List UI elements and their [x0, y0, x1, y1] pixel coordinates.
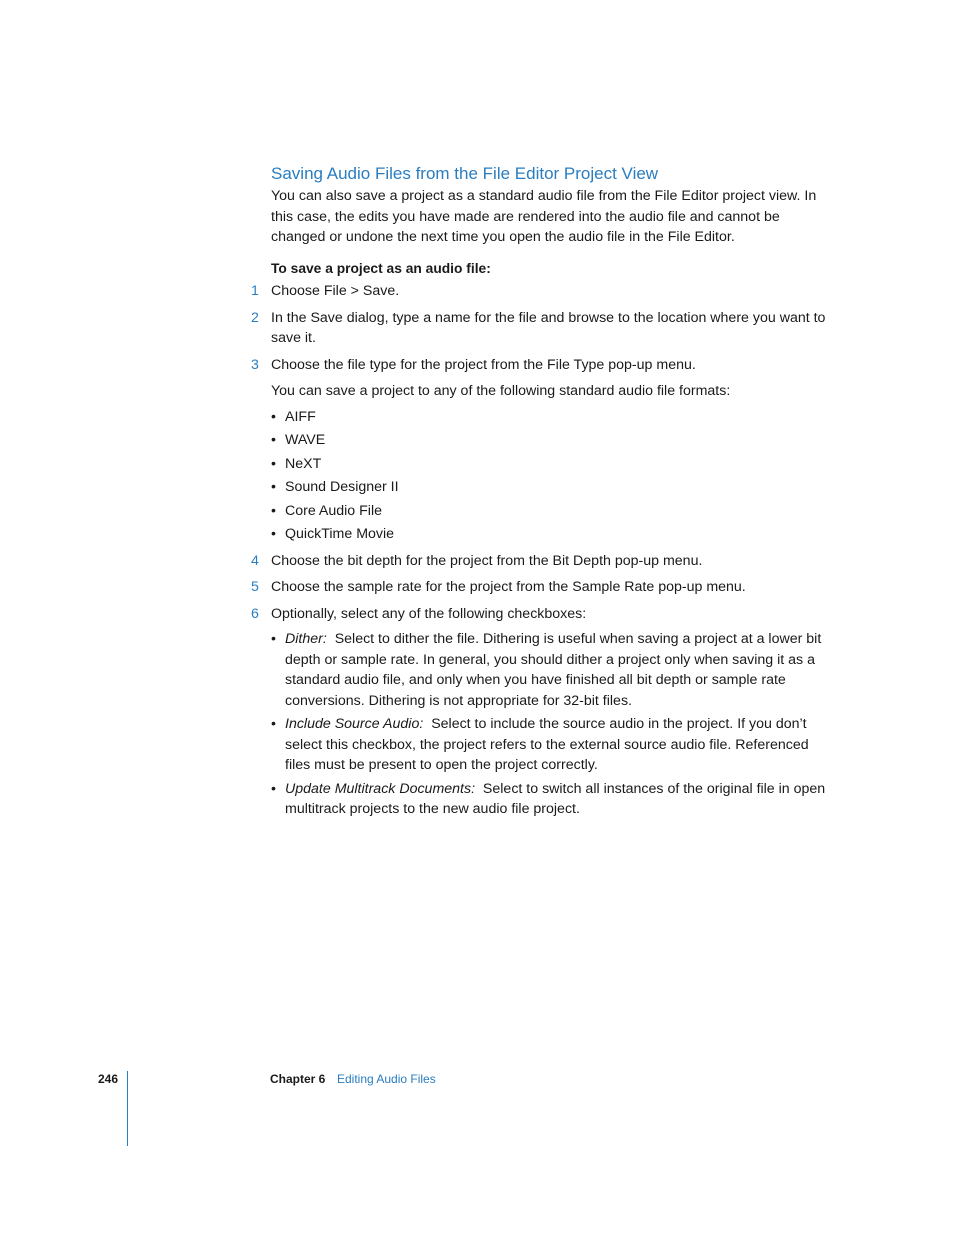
bullet: •: [271, 526, 276, 542]
list-item: • WAVE: [271, 430, 827, 451]
step-6: [251, 604, 827, 625]
step-text: Choose the sample rate for the project from the Sample Rate pop-up menu.: [271, 579, 746, 595]
formats-list: [271, 407, 827, 545]
main-content: [251, 163, 827, 820]
step-number: 2: [251, 309, 259, 326]
bullet: •: [271, 631, 276, 647]
bullet: •: [271, 780, 276, 797]
page-footer: [0, 1072, 954, 1092]
step-number: 3: [251, 356, 259, 373]
list-item: • Core Audio File: [271, 501, 827, 522]
list-item: • AIFF: [271, 407, 827, 428]
step-text: Choose File > Save.: [271, 283, 400, 299]
step-text: Choose the file type for the project from the File Type pop-up menu.: [271, 356, 696, 373]
option-term: Include Source Audio:: [285, 716, 424, 732]
list-item: • Sound Designer II: [271, 477, 827, 498]
bullet: •: [271, 716, 276, 732]
step-text: Optionally, select any of the following checkboxes:: [271, 605, 587, 622]
step-4: [251, 551, 827, 572]
page-number: 246: [98, 1072, 119, 1086]
formats-intro: You can save a project to any of the following standard audio file formats:: [271, 383, 731, 399]
section-heading: Saving Audio Files from the File Editor Project View: [271, 164, 659, 183]
option-term: Dither:: [285, 631, 327, 647]
step-1: [251, 281, 827, 302]
bullet: •: [271, 432, 276, 448]
list-item: [271, 629, 827, 711]
step-text: Choose the bit depth for the project from the Bit Depth pop-up menu.: [271, 552, 703, 569]
option-description: Select to switch all instances of the original file in open multitrack projects to the new audio file project.: [285, 780, 826, 817]
option-term: Update Multitrack Documents:: [285, 780, 476, 797]
step-2: [251, 308, 827, 349]
bullet: •: [271, 455, 276, 472]
option-description: Select to dither the file. Dithering is useful when saving a project at a lower bit depth or sample rate. In general, you should dither a project only when saving it as a standard audio file, and only when you have finished all bit depth or sample rate conversions. Dithering is not appropriate for 32-bit files.: [285, 631, 822, 709]
list-item: • QuickTime Movie: [271, 524, 827, 545]
step-number: 6: [251, 605, 259, 622]
chapter-title: Editing Audio Files: [337, 1072, 436, 1086]
bullet: •: [271, 479, 276, 495]
list-item: [271, 779, 827, 820]
bullet: •: [271, 408, 276, 425]
step-number: 4: [251, 552, 259, 569]
checkbox-options-list: [271, 629, 827, 820]
step-number: 1: [251, 283, 259, 299]
step-5: [251, 577, 827, 598]
option-description: Select to include the source audio in the project. If you don’t select this checkbox, the project refers to the external source audio file. Referenced files must be present to open the project correctly.: [285, 716, 809, 773]
list-item: [271, 714, 827, 776]
intro-paragraph: You can also save a project as a standard audio file from the File Editor project view. In this case, the edits you have made are rendered into the audio file and cannot be changed or undone the next time you open the audio file in the File Editor.: [271, 188, 817, 245]
list-item: • NeXT: [271, 454, 827, 475]
chapter-label: Chapter 6: [270, 1072, 326, 1086]
step-number: 5: [251, 579, 259, 595]
step-3: [251, 355, 827, 376]
bullet: •: [271, 502, 276, 519]
step-text: In the Save dialog, type a name for the file and browse to the location where you want to save it.: [271, 309, 826, 346]
procedure-label: To save a project as an audio file:: [271, 260, 491, 276]
